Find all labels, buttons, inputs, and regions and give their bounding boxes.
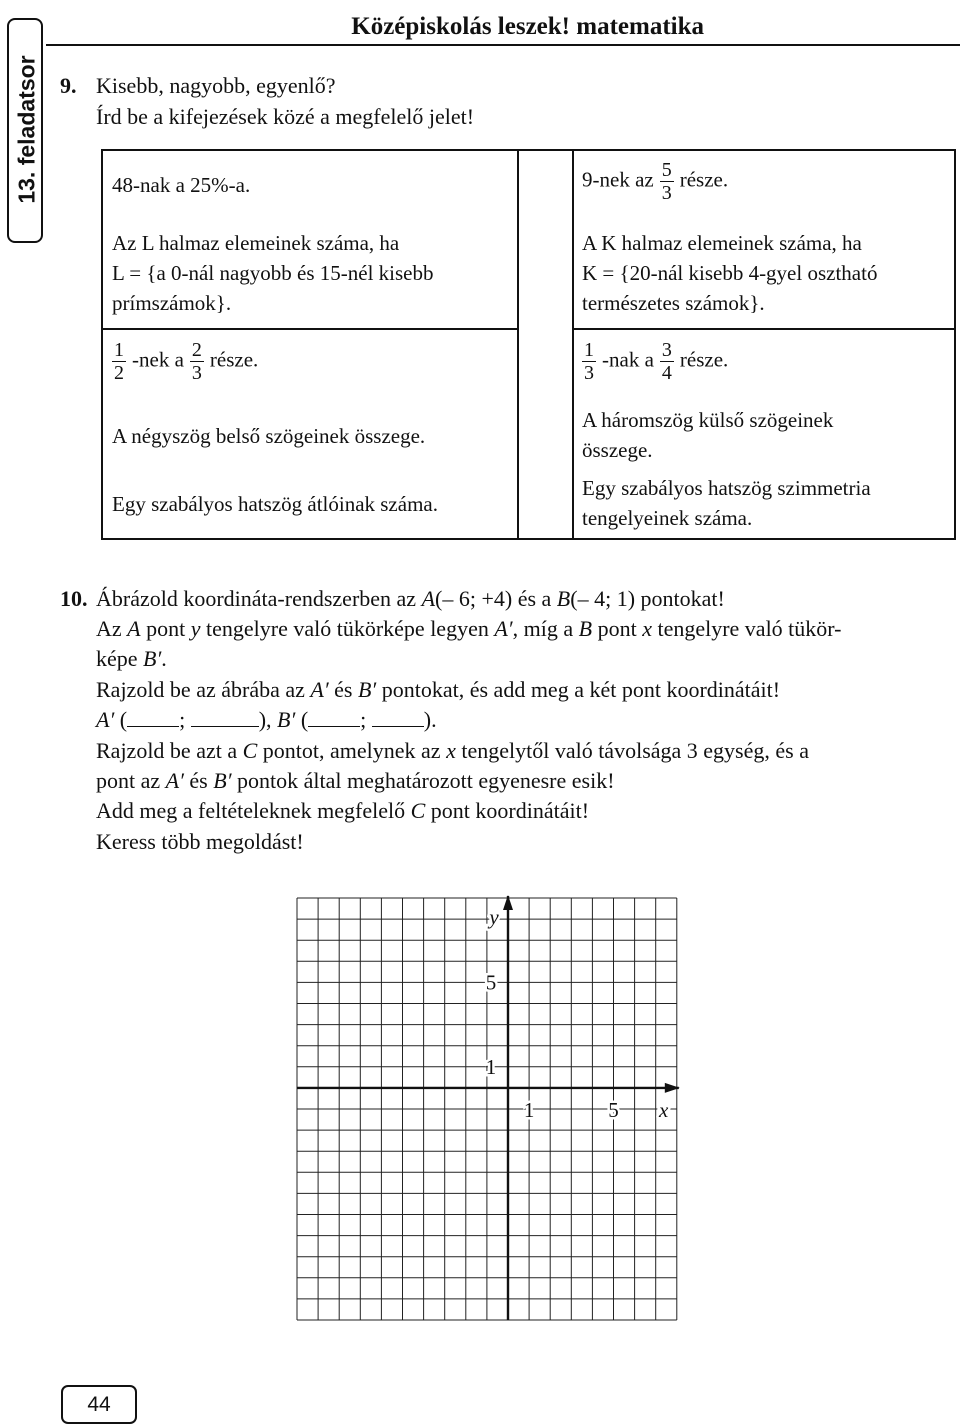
table-cell-right-1: 9-nek az $\frac{5}{3}$ része. [582, 159, 729, 205]
task10-line8: Add meg a feltételeknek megfelelő C pont koordinátáit! [96, 798, 590, 823]
task10-number: 10. [60, 586, 88, 611]
table-cell-right-4: A háromszög külső szögeinek összege. [582, 408, 834, 462]
fraction: $\frac{1}{2}$ [114, 339, 124, 385]
x-tick-label: 5 [608, 1097, 619, 1122]
y-tick-label: 1 [485, 1054, 497, 1079]
task9-line1: Kisebb, nagyobb, egyenlő? [96, 73, 336, 98]
table-cell-left-3: $\frac{1}{2}$ -nek a $\frac{2}{3}$ része. [114, 339, 259, 385]
y-tick-label: 5 [485, 970, 497, 995]
table-cell-right-2: A K halmaz elemeinek száma, ha K = {20-nál kisebb 4-gyel osztható természetes számok}. [582, 231, 878, 315]
task9-number: 9. [60, 73, 77, 98]
book-title: Középiskolás leszek! matematika [351, 13, 704, 40]
task10-line6: Rajzold be azt a C pontot, amelynek az x tengelytől való távolsága 3 egység, és a [96, 738, 809, 763]
table-cell-right-3: $\frac{1}{3}$ -nak a $\frac{3}{4}$ része. [584, 339, 729, 385]
task10-line2: Az A pont y tengelyre való tükörképe legyen A′, míg a B pont x tengelyre való tükör- [96, 616, 842, 641]
fraction: $\frac{1}{3}$ [584, 339, 594, 385]
task10-line1: Ábrázold koordináta-rendszerben az A(– 6; +4) és a B(– 4; 1) pontokat! [96, 586, 725, 611]
table-cell-left-4: A négyszög belső szögeinek összege. [112, 424, 426, 448]
task10-line9: Keress több megoldást! [96, 829, 304, 854]
fraction: $\frac{2}{3}$ [191, 339, 202, 385]
fraction: $\frac{3}{4}$ [661, 339, 672, 385]
task9-line2: Írd be a kifejezések közé a megfelelő jelet! [96, 104, 475, 129]
task10-line5: A′ ( ; ), B′ ( ; ). [96, 707, 437, 732]
x-axis-arrow [665, 1083, 680, 1093]
y-axis-arrow [503, 895, 513, 910]
table-cell-left-1: 48-nak a 25%-a. [112, 173, 251, 197]
table-cell-right-5: Egy szabályos hatszög szimmetria tengelyeinek száma. [582, 476, 871, 530]
table-cell-left-5: Egy szabályos hatszög átlóinak száma. [112, 492, 438, 516]
x-axis-label: x [659, 1097, 669, 1122]
y-axis-label: y [489, 905, 499, 930]
fraction: $\frac{5}{3}$ [661, 159, 672, 205]
task10-line3: képe B′. [96, 646, 167, 671]
x-tick-label: 1 [523, 1097, 535, 1122]
page-number: 44 [61, 1385, 137, 1424]
table-cell-left-2: Az L halmaz elemeinek száma, ha L = {a 0-nál nagyobb és 15-nél kisebb prímszámok}. [112, 231, 434, 315]
task10-line7: pont az A′ és B′ pontok által meghatározott egyenesre esik! [96, 768, 615, 793]
task10-line4: Rajzold be az ábrába az A′ és B′ pontokat, és add meg a két pont koordinátáit! [96, 677, 781, 702]
side-tab-label: 13. feladatsor [13, 55, 40, 204]
